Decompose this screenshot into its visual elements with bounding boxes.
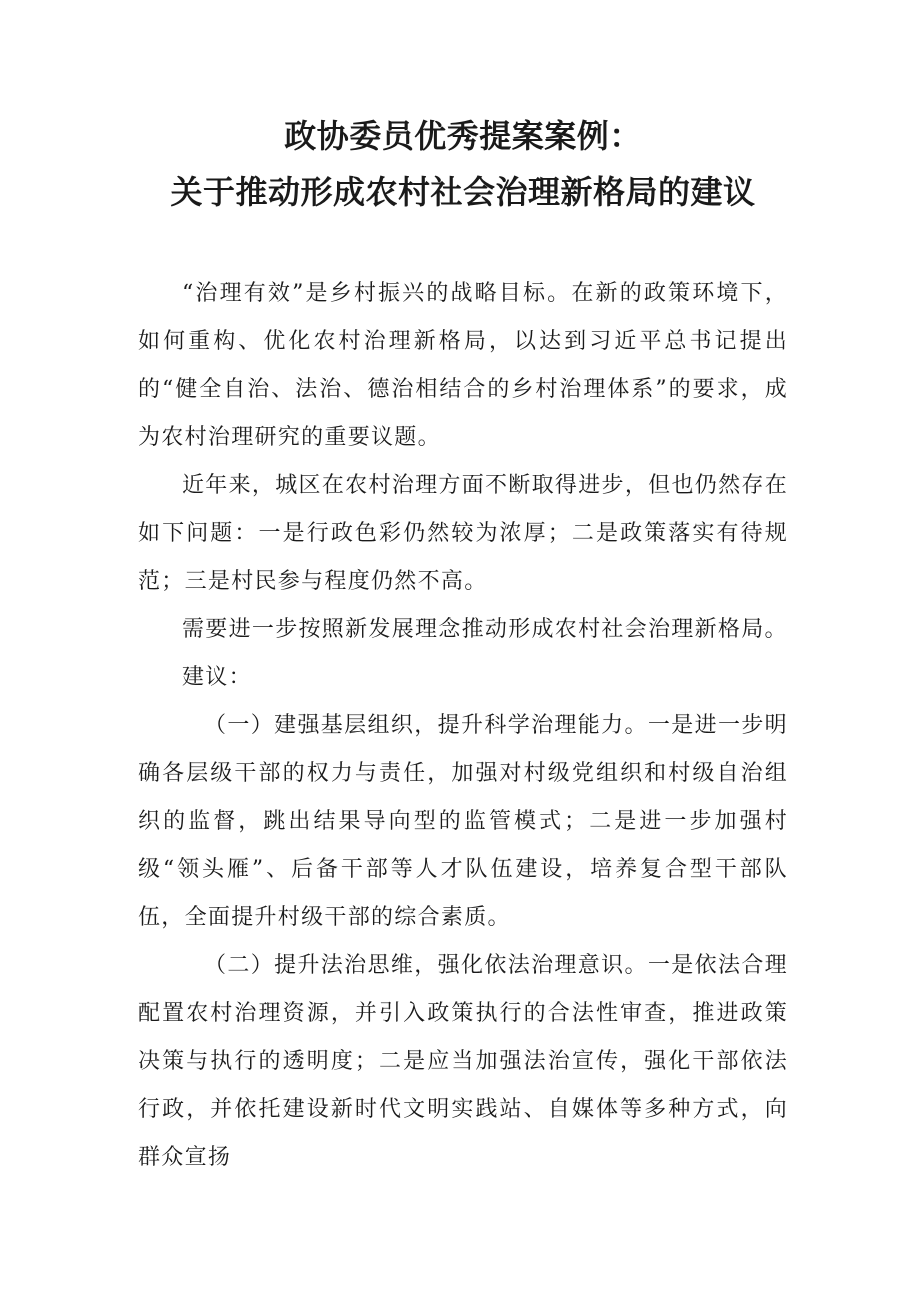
document-body — [138, 270, 788, 1182]
paragraph-suggestion-heading: 建议： — [182, 665, 252, 690]
title-line-2: 关于推动形成农村社会治理新格局的建议 — [170, 173, 756, 211]
paragraph-need: 需要进一步按照新发展理念推动形成农村社会治理新格局。 — [182, 617, 788, 642]
paragraph-problems: 近年来，城区在农村治理方面不断取得进步，但也仍然存在如下问题：一是行政色彩仍然较为浓厚；二是政策落实有待规范；三是村民参与程度仍然不高。 — [138, 473, 788, 594]
paragraph-intro: “治理有效”是乡村振兴的战略目标。在新的政策环境下，如何重构、优化农村治理新格局，以达到习近平总书记提出的“健全自治、法治、德治相结合的乡村治理体系”的要求，成为农村治理研究的重要议题。 — [138, 281, 788, 450]
paragraph-suggestion-2: （二）提升法治思维，强化依法治理意识。一是依法合理配置农村治理资源，并引入政策执行的合法性审查，推进政策决策与执行的透明度；二是应当加强法治宣传，强化干部依法行政，并依托建设新时代文明实践站、自媒体等多种方式，向群众宣扬 — [138, 953, 788, 1170]
title-line-1: 政协委员优秀提案案例： — [284, 117, 642, 155]
paragraph-suggestion-1: （一）建强基层组织，提升科学治理能力。一是进一步明确各层级干部的权力与责任，加强对村级党组织和村级自治组织的监督，跳出结果导向型的监管模式；二是进一步加强村级“领头雁”、后备干部等人才队伍建设，培养复合型干部队伍，全面提升村级干部的综合素质。 — [138, 713, 788, 930]
document-title — [138, 108, 788, 220]
